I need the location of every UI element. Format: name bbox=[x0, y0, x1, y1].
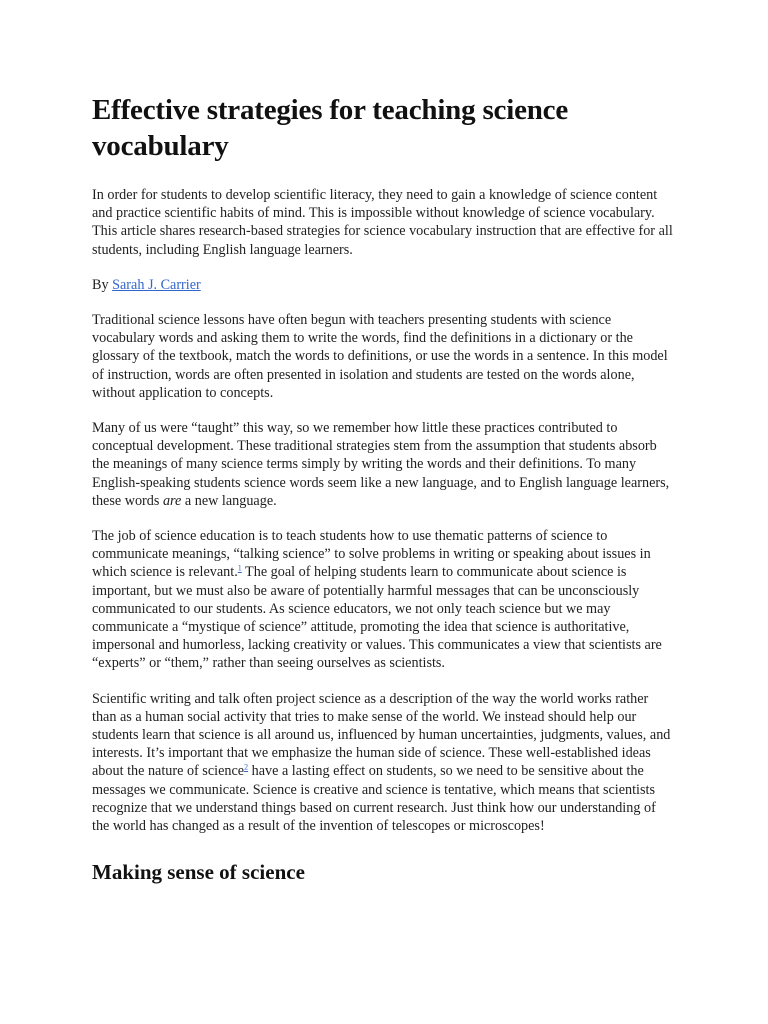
p2-text-b: a new language. bbox=[181, 492, 277, 509]
body-paragraph-2 bbox=[92, 419, 676, 510]
footnote-link-2[interactable]: 2 bbox=[244, 762, 249, 772]
article-title: Effective strategies for teaching science vocabulary bbox=[92, 94, 569, 162]
body-paragraph-1: Traditional science lessons have often begun with teachers presenting students with science vocabulary words and asking them to write the words, find the definitions in a dictionary or the glossary of the textbook, match the words to definitions, or use the words in a sentence. In this model of instruction, words are often presented in isolation and students are tested on the words alone, without application to concepts. bbox=[92, 312, 668, 401]
p2-emphasis: are bbox=[162, 492, 182, 509]
p3-text-a: The job of science education is to teach students how to use thematic patterns of science to communicate meanings, “talking science” to solve problems in writing or speaking about issues in which science is relevant. bbox=[92, 528, 651, 581]
footnote-link-1[interactable]: 1 bbox=[237, 563, 242, 573]
body-paragraph-3 bbox=[92, 527, 676, 673]
byline-prefix: By bbox=[92, 276, 113, 293]
intro-paragraph: In order for students to develop scientific literacy, they need to gain a knowledge of science content and practice scientific habits of mind. This is impossible without knowledge of science vocabulary. This article shares research-based strategies for science vocabulary instruction that are effective for all students, including English language learners. bbox=[92, 187, 673, 258]
p4-text-a: Scientific writing and talk often project science as a description of the way the world works rather than as a human social activity that tries to make sense of the world. We instead should help our students learn that science is all around us, influenced by human uncertainties, judgments, values, and interests. It’s important that we emphasize the human side of science. These well-established ideas about the nature of science bbox=[92, 690, 671, 780]
body-paragraph-4 bbox=[92, 690, 676, 836]
p4-text-b: have a lasting effect on students, so we need to be sensitive about the messages we communicate. Science is creative and science is tentative, which means that scientists recognize that we understand things based on current research. Just think how our understanding of the world has changed as a result of the invention of telescopes or microscopes! bbox=[92, 763, 656, 835]
section-heading: Making sense of science bbox=[92, 860, 305, 885]
author-link[interactable]: Sarah J. Carrier bbox=[112, 276, 201, 293]
p2-text-a: Many of us were “taught” this way, so we remember how little these practices contributed to conceptual development. These traditional strategies stem from the assumption that students absorb the meanings of many science terms simply by writing the words and their definitions. To many English-speaking students science words seem like a new language, and to English language learners, these words bbox=[92, 420, 670, 509]
byline bbox=[92, 276, 676, 294]
p3-text-b: The goal of helping students learn to communicate about science is important, but we must also be aware of potentially harmful messages that can be unconsciously communicated to our students. As science educators, we not only teach science but we may communicate a “mystique of science” attitude, promoting the idea that science is authoritative, impersonal and humorless, lacking creativity or values. This communicates a view that scientists are “experts” or “them,” rather than seeing ourselves as scientists. bbox=[92, 564, 662, 672]
